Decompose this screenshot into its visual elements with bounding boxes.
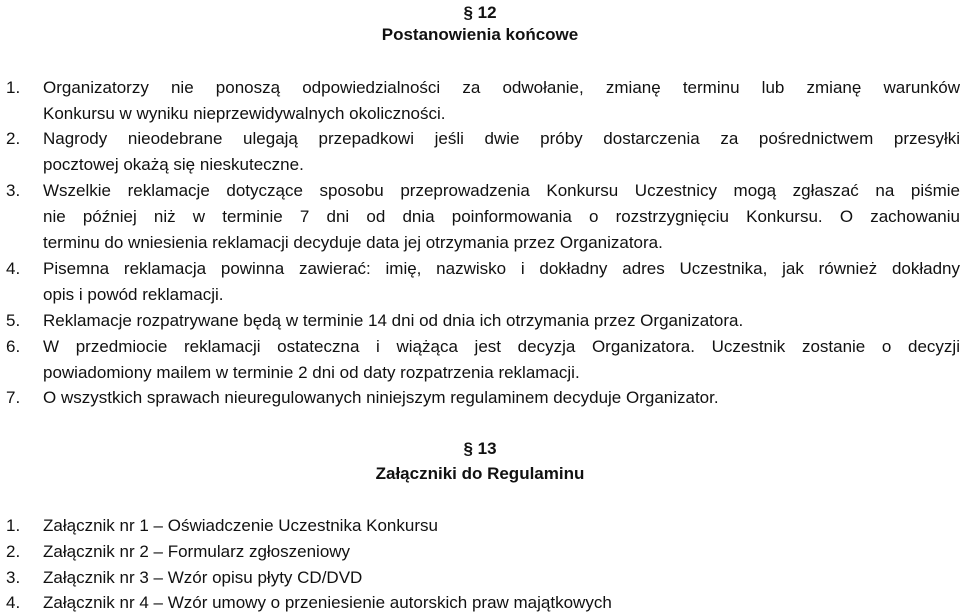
attachment-1-number: 1.	[6, 516, 21, 535]
attachment-3-text: Załącznik nr 3 – Wzór opisu płyty CD/DVD	[43, 568, 363, 587]
item-12-2-line-2: pocztowej okażą się nieskuteczne.	[43, 155, 304, 174]
item-12-1-line-1: Organizatorzy nie ponoszą odpowiedzialności za odwołanie, zmianę terminu lub zmianę warunków	[43, 78, 960, 97]
attachment-4-text: Załącznik nr 4 – Wzór umowy o przeniesienie autorskich praw majątkowych	[43, 593, 612, 612]
item-12-5-line-1: Reklamacje rozpatrywane będą w terminie 14 dni od dnia ich otrzymania przez Organizatora.	[43, 311, 744, 330]
item-12-7-number: 7.	[6, 388, 21, 407]
attachment-2-text: Załącznik nr 2 – Formularz zgłoszeniowy	[43, 542, 351, 561]
item-12-3-line-2: nie później niż w terminie 7 dni od dnia poinformowania o rozstrzygnięciu Konkursu. O zachowaniu	[43, 207, 960, 226]
item-12-3-line-3: terminu do wniesienia reklamacji decyduje data jej otrzymania przez Organizatora.	[43, 233, 663, 252]
attachment-1-text: Załącznik nr 1 – Oświadczenie Uczestnika Konkursu	[43, 516, 438, 535]
section-12-number: § 12	[463, 3, 497, 22]
item-12-6-line-2: powiadomiony mailem w terminie 2 dni od daty rozpatrzenia reklamacji.	[43, 363, 580, 382]
attachment-2-number: 2.	[6, 542, 21, 561]
item-12-4-line-1: Pisemna reklamacja powinna zawierać: imię, nazwisko i dokładny adres Uczestnika, jak również dokładny	[43, 259, 960, 278]
item-12-4-number: 4.	[6, 259, 21, 278]
item-12-1-line-2: Konkursu w wyniku nieprzewidywalnych okoliczności.	[43, 104, 446, 123]
item-12-2-line-1: Nagrody nieodebrane ulegają przepadkowi jeśli dwie próby dostarczenia za pośrednictwem przesyłki	[43, 129, 960, 148]
section-13-title: Załączniki do Regulaminu	[375, 464, 585, 483]
item-12-4-line-2: opis i powód reklamacji.	[43, 285, 224, 304]
section-13-number: § 13	[463, 439, 497, 458]
item-12-3-line-1: Wszelkie reklamacje dotyczące sposobu przeprowadzenia Konkursu Uczestnicy mogą zgłaszać na piśmie	[43, 181, 960, 200]
item-12-6-number: 6.	[6, 337, 21, 356]
item-12-6-line-1: W przedmiocie reklamacji ostateczna i wiążąca jest decyzja Organizatora. Uczestnik zostanie o decyzji	[43, 337, 960, 356]
item-12-2-number: 2.	[6, 129, 21, 148]
item-12-7-line-1: O wszystkich sprawach nieuregulowanych niniejszym regulaminem decyduje Organizator.	[43, 388, 719, 407]
attachment-3-number: 3.	[6, 568, 21, 587]
item-12-5-number: 5.	[6, 311, 21, 330]
section-12-title: Postanowienia końcowe	[381, 25, 579, 44]
item-12-1-number: 1.	[6, 78, 21, 97]
item-12-3-number: 3.	[6, 181, 21, 200]
attachment-4-number: 4.	[6, 593, 21, 612]
